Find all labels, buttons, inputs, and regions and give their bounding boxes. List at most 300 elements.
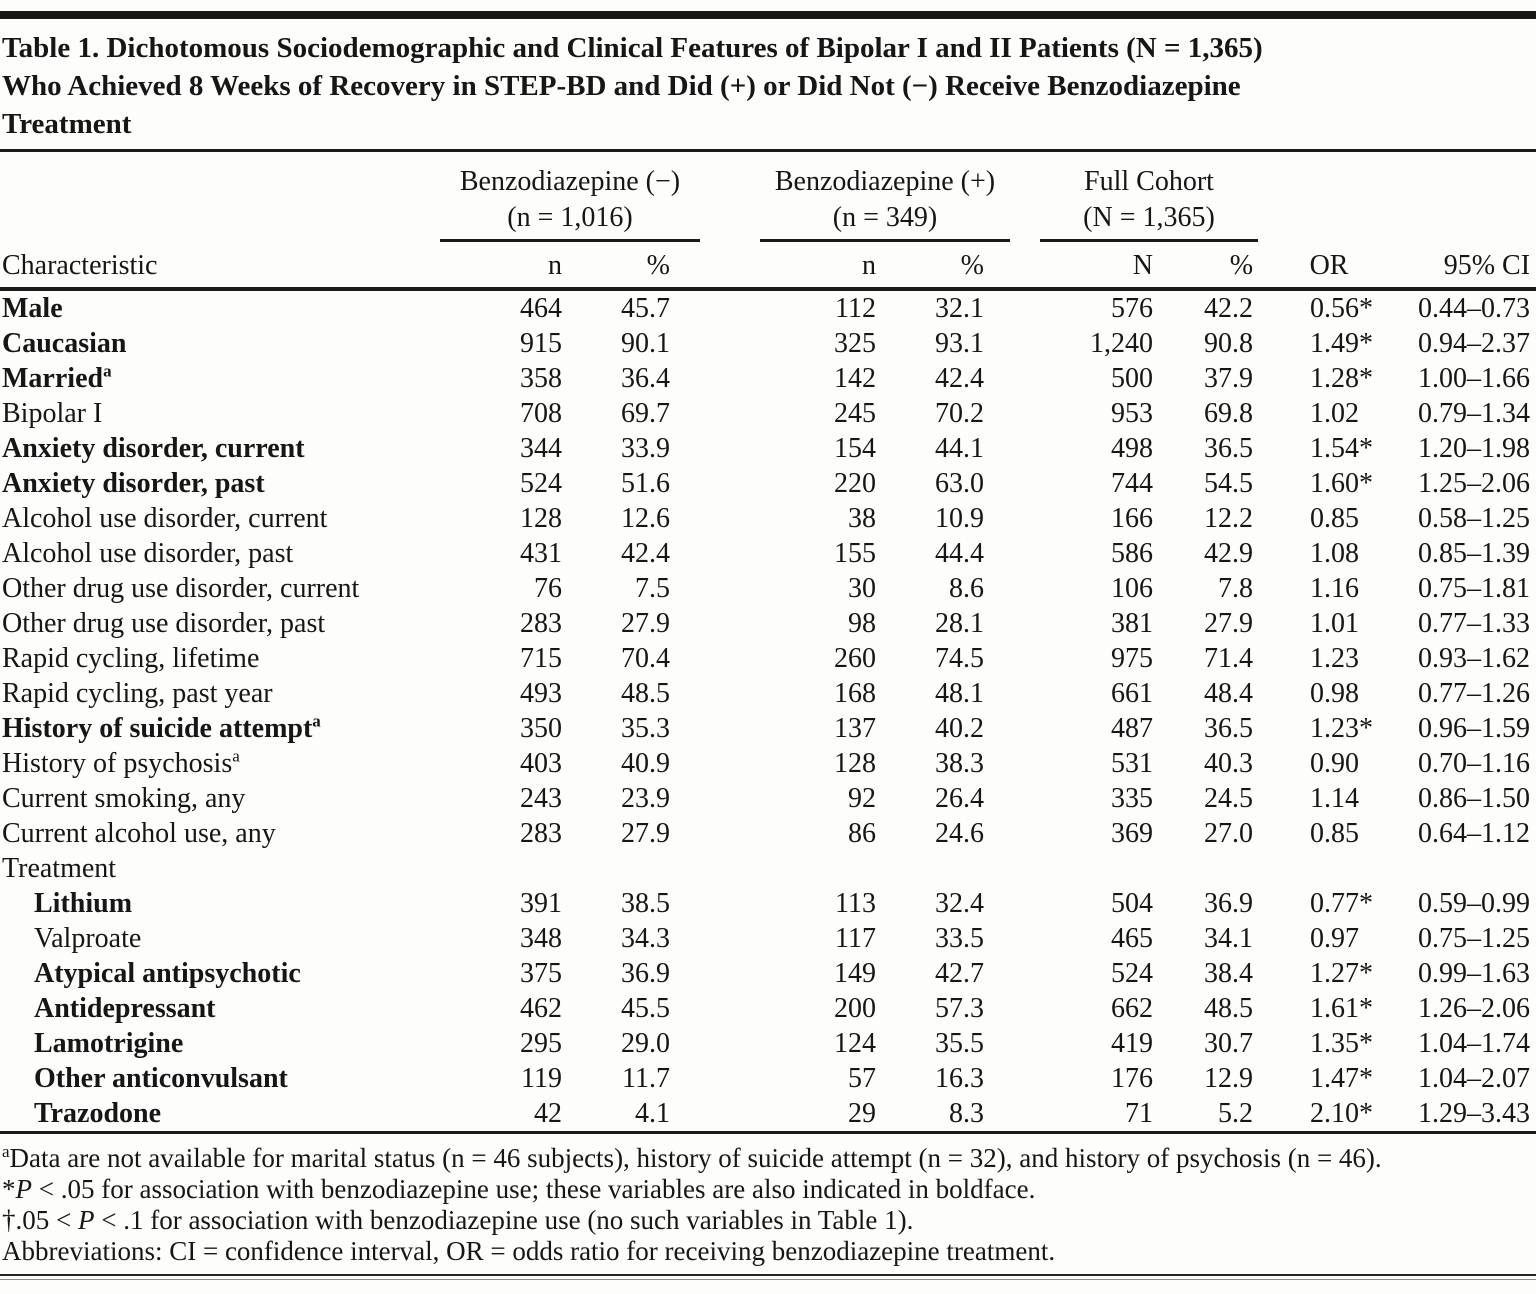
- cell-value: 166: [1111, 502, 1153, 534]
- cell-value: 1,240: [1090, 327, 1153, 359]
- table-row: [0, 606, 1536, 641]
- column-gap: [700, 361, 760, 396]
- cell-value: 0.85: [1310, 502, 1360, 534]
- cell-value: 149: [834, 957, 876, 989]
- table-row: [0, 921, 1536, 956]
- column-gap: [700, 641, 760, 676]
- cell-value: 260: [834, 642, 876, 674]
- cell-value: 32.1: [935, 292, 984, 324]
- row-label: Alcohol use disorder, current: [2, 502, 328, 534]
- column-gap: [700, 781, 760, 816]
- column-gap: [1010, 326, 1040, 361]
- column-gap: [700, 396, 760, 431]
- cell-value: 112: [835, 292, 876, 324]
- table-row: [0, 641, 1536, 676]
- cell-value: 283: [520, 607, 562, 639]
- cell-value: 40.9: [621, 747, 670, 779]
- row-label: Anxiety disorder, past: [2, 467, 265, 499]
- cell-value: 35.5: [935, 1027, 984, 1059]
- cell-value: 27.9: [621, 817, 670, 849]
- column-gap: [1010, 991, 1040, 1026]
- table-row: [0, 1061, 1536, 1096]
- column-gap: [700, 1061, 760, 1096]
- cell-value: 0.79–1.34: [1418, 397, 1531, 429]
- row-label: History of psychosis$^a$: [2, 746, 240, 779]
- cell-value: [570, 851, 700, 886]
- cell-value: 51.6: [621, 467, 670, 499]
- cell-value: 24.5: [1204, 782, 1254, 814]
- column-gap: [1010, 851, 1040, 886]
- table-title-line: Who Achieved 8 Weeks of Recovery in STEP-BD and Did (+) or Did Not (−) Receive Benzodiazepine: [2, 70, 1241, 102]
- header-spacer: [1010, 198, 1040, 241]
- cell-value: 44.1: [935, 432, 984, 464]
- row-label: Bipolar I: [2, 397, 103, 429]
- header-spacer: [1010, 151, 1040, 199]
- table-row: [0, 571, 1536, 606]
- cell-value: 431: [520, 537, 562, 569]
- column-gap: [700, 289, 760, 326]
- table-row: [0, 886, 1536, 921]
- cell-value: 34.3: [621, 922, 670, 954]
- row-label: Anxiety disorder, current: [2, 432, 305, 464]
- column-gap: [700, 886, 760, 921]
- cell-value: 44.4: [935, 537, 984, 569]
- footnote-line: Abbreviations: CI = confidence interval, OR = odds ratio for receiving benzodiazepine treatment.: [2, 1236, 1056, 1266]
- header-spacer: [700, 151, 760, 199]
- group-n-benzo-minus: (n = 1,016): [440, 198, 700, 241]
- cell-value: 26.4: [935, 782, 984, 814]
- cell-value: 4.1: [570, 1096, 700, 1133]
- cell-value: 45.7: [621, 292, 670, 324]
- column-gap: [700, 816, 760, 851]
- cell-value: 744: [1111, 467, 1153, 499]
- cell-value: 0.59–0.99: [1418, 887, 1531, 919]
- cell-value: 493: [520, 677, 562, 709]
- cell-value: 0.85: [1310, 817, 1360, 849]
- cell-value: 0.98: [1310, 677, 1360, 709]
- row-label: Antidepressant: [34, 992, 216, 1024]
- column-header-or: OR: [1258, 241, 1400, 290]
- cell-value: 128: [520, 502, 562, 534]
- footnote-line: *P < .05 for association with benzodiazepine use; these variables are also indicated in boldface.: [2, 1174, 1036, 1204]
- cell-value: 42.9: [1204, 537, 1254, 569]
- column-gap: [1010, 956, 1040, 991]
- cell-value: 403: [520, 747, 562, 779]
- cell-value: 32.4: [935, 887, 984, 919]
- cell-value: 531: [1111, 747, 1153, 779]
- cell-value: 98: [848, 607, 876, 639]
- cell-value: 27.0: [1204, 817, 1254, 849]
- group-subheader-row: [0, 198, 1536, 241]
- table-row: [0, 466, 1536, 501]
- cell-value: 124: [834, 1027, 876, 1059]
- cell-value: [440, 851, 570, 886]
- cell-value: 0.58–1.25: [1418, 502, 1531, 534]
- cell-value: 35.3: [621, 712, 670, 744]
- cell-value: 154: [834, 432, 876, 464]
- table-title: [2, 29, 1536, 143]
- cell-value: 86: [848, 817, 876, 849]
- row-label: Trazodone: [0, 1096, 440, 1133]
- footnote-marker: a: [103, 361, 112, 381]
- cell-value: 30: [848, 572, 876, 604]
- data-table: [0, 149, 1536, 1134]
- cell-value: [1158, 851, 1258, 886]
- cell-value: 498: [1111, 432, 1153, 464]
- cell-value: 0.85–1.39: [1418, 537, 1531, 569]
- row-label: Rapid cycling, past year: [2, 677, 273, 709]
- column-gap: [700, 326, 760, 361]
- cell-value: 0.44–0.73: [1418, 292, 1531, 324]
- cell-value: 27.9: [1204, 607, 1254, 639]
- cell-value: 1.61*: [1310, 992, 1374, 1024]
- footnote-line: $^a$Data are not available for marital status (n = 46 subjects), history of suicide attempt (n = 32), and history of psychosis (n = 46).: [2, 1142, 1382, 1173]
- cell-value: 12.6: [621, 502, 670, 534]
- group-header-full-cohort: Full Cohort: [1084, 166, 1214, 197]
- table-row: [0, 431, 1536, 466]
- cell-value: 369: [1111, 817, 1153, 849]
- column-gap: [700, 711, 760, 746]
- cell-value: 0.70–1.16: [1418, 747, 1531, 779]
- cell-value: 465: [1111, 922, 1153, 954]
- table-row: [0, 361, 1536, 396]
- cell-value: 70.4: [621, 642, 670, 674]
- cell-value: 1.04–1.74: [1418, 1027, 1531, 1059]
- cell-value: 142: [834, 362, 876, 394]
- cell-value: 0.56*: [1310, 292, 1374, 324]
- column-gap: [1010, 606, 1040, 641]
- cell-value: [760, 851, 882, 886]
- cell-value: 168: [834, 677, 876, 709]
- cell-value: 11.7: [622, 1062, 670, 1094]
- bottom-rule: [0, 1274, 1536, 1276]
- cell-value: 113: [835, 887, 876, 919]
- row-label: Atypical antipsychotic: [34, 957, 301, 989]
- cell-value: 1.23*: [1310, 712, 1374, 744]
- cell-value: 243: [520, 782, 562, 814]
- column-gap: [1010, 571, 1040, 606]
- table-row: [0, 676, 1536, 711]
- column-gap: [700, 851, 760, 886]
- row-label: Male: [2, 292, 63, 324]
- cell-value: 176: [1111, 1062, 1153, 1094]
- cell-value: 69.8: [1204, 397, 1254, 429]
- cell-value: 24.6: [935, 817, 984, 849]
- column-gap: [700, 676, 760, 711]
- cell-value: 42.4: [935, 362, 984, 394]
- cell-value: [1400, 851, 1536, 886]
- cell-value: 38.4: [1204, 957, 1254, 989]
- column-gap: [1010, 431, 1040, 466]
- column-gap: [700, 571, 760, 606]
- group-header-benzo-minus: Benzodiazepine (−): [459, 166, 681, 197]
- column-gap: [1010, 466, 1040, 501]
- cell-value: 715: [520, 642, 562, 674]
- cell-value: 36.9: [1204, 887, 1254, 919]
- group-header-row: [0, 151, 1536, 199]
- column-header-percent: %: [882, 241, 1010, 290]
- cell-value: 375: [520, 957, 562, 989]
- table-row: [0, 289, 1536, 326]
- cell-value: 0.96–1.59: [1418, 712, 1531, 744]
- column-gap: [1010, 641, 1040, 676]
- column-gap: [1010, 676, 1040, 711]
- table-row: [0, 956, 1536, 991]
- cell-value: 36.9: [621, 957, 670, 989]
- cell-value: 350: [520, 712, 562, 744]
- header-spacer: [700, 241, 760, 290]
- cell-value: 283: [520, 817, 562, 849]
- group-n-full-cohort: (N = 1,365): [1040, 198, 1258, 241]
- row-label: Current alcohol use, any: [2, 817, 276, 849]
- cell-value: 708: [520, 397, 562, 429]
- cell-value: 391: [520, 887, 562, 919]
- cell-value: 953: [1111, 397, 1153, 429]
- cell-value: 48.5: [621, 677, 670, 709]
- cell-value: 975: [1111, 642, 1153, 674]
- cell-value: 335: [1111, 782, 1153, 814]
- column-gap: [1010, 289, 1040, 326]
- cell-value: 381: [1111, 607, 1153, 639]
- cell-value: 500: [1111, 362, 1153, 394]
- cell-value: 419: [1111, 1027, 1153, 1059]
- cell-value: 295: [520, 1027, 562, 1059]
- column-gap: [1010, 781, 1040, 816]
- table-row: [0, 851, 1536, 886]
- table-title-line: Table 1. Dichotomous Sociodemographic and Clinical Features of Bipolar I and II Patients (N = 1,365): [2, 32, 1263, 64]
- table-row: [0, 396, 1536, 431]
- row-label: Valproate: [34, 922, 142, 954]
- column-gap: [700, 466, 760, 501]
- cell-value: 1.04–2.07: [1418, 1062, 1531, 1094]
- cell-value: 36.5: [1204, 432, 1254, 464]
- table-row: [0, 781, 1536, 816]
- cell-value: [882, 851, 1010, 886]
- cell-value: 0.97: [1310, 922, 1360, 954]
- cell-value: 76: [534, 572, 562, 604]
- table-row: [0, 1026, 1536, 1061]
- cell-value: 586: [1111, 537, 1153, 569]
- column-gap: [700, 1096, 760, 1133]
- row-label: Current smoking, any: [2, 782, 246, 814]
- column-gap: [700, 956, 760, 991]
- column-gap: [1010, 886, 1040, 921]
- cell-value: 48.4: [1204, 677, 1254, 709]
- column-gap: [700, 606, 760, 641]
- cell-value: 71.4: [1204, 642, 1254, 674]
- column-header-n: n: [440, 241, 570, 290]
- column-header-characteristic: Characteristic: [0, 241, 440, 290]
- table-row: [0, 1096, 1536, 1133]
- bottom-rule-shadow: [0, 1279, 1536, 1280]
- column-gap: [1010, 501, 1040, 536]
- cell-value: 23.9: [621, 782, 670, 814]
- row-label: History of suicide attempt$^a$: [2, 711, 321, 744]
- header-spacer: [0, 198, 440, 241]
- cell-value: 8.6: [949, 572, 984, 604]
- column-gap: [700, 536, 760, 571]
- cell-value: 0.64–1.12: [1418, 817, 1531, 849]
- group-n-benzo-plus: (n = 349): [760, 198, 1010, 241]
- cell-value: 0.75–1.25: [1418, 922, 1531, 954]
- cell-value: 1.60*: [1310, 467, 1374, 499]
- cell-value: 28.1: [935, 607, 984, 639]
- cell-value: 344: [520, 432, 562, 464]
- cell-value: 1.54*: [1310, 432, 1374, 464]
- cell-value: 33.5: [935, 922, 984, 954]
- cell-value: 1.47*: [1310, 1062, 1374, 1094]
- cell-value: 1.20–1.98: [1418, 432, 1531, 464]
- column-gap: [700, 431, 760, 466]
- cell-value: 40.2: [935, 712, 984, 744]
- row-label: Lithium: [34, 887, 133, 919]
- cell-value: 137: [834, 712, 876, 744]
- cell-value: 915: [520, 327, 562, 359]
- cell-value: 487: [1111, 712, 1153, 744]
- cell-value: 37.9: [1204, 362, 1254, 394]
- cell-value: 38.5: [621, 887, 670, 919]
- row-label: Other drug use disorder, past: [2, 607, 326, 639]
- cell-value: 245: [834, 397, 876, 429]
- cell-value: 38.3: [935, 747, 984, 779]
- cell-value: 1.02: [1310, 397, 1360, 429]
- cell-value: [1040, 851, 1158, 886]
- cell-value: 661: [1111, 677, 1153, 709]
- cell-value: 119: [521, 1062, 562, 1094]
- cell-value: 2.10*: [1258, 1096, 1400, 1133]
- cell-value: 29: [760, 1096, 882, 1133]
- cell-value: 38: [848, 502, 876, 534]
- footnote-marker: a: [312, 711, 321, 731]
- cell-value: 1.29–3.43: [1400, 1096, 1536, 1133]
- cell-value: 45.5: [621, 992, 670, 1024]
- column-gap: [1010, 711, 1040, 746]
- cell-value: 348: [520, 922, 562, 954]
- column-gap: [1010, 1061, 1040, 1096]
- table-row: [0, 711, 1536, 746]
- table-row: [0, 536, 1536, 571]
- column-header-ci: 95% CI: [1400, 241, 1536, 290]
- cell-value: 106: [1111, 572, 1153, 604]
- group-header-benzo-plus: Benzodiazepine (+): [774, 166, 996, 197]
- cell-value: 462: [520, 992, 562, 1024]
- cell-value: 48.1: [935, 677, 984, 709]
- cell-value: 0.99–1.63: [1418, 957, 1531, 989]
- cell-value: 29.0: [621, 1027, 670, 1059]
- cell-value: 34.1: [1204, 922, 1254, 954]
- column-gap: [700, 746, 760, 781]
- cell-value: 12.2: [1204, 502, 1254, 534]
- column-gap: [1010, 361, 1040, 396]
- table-row: [0, 501, 1536, 536]
- cell-value: 1.16: [1310, 572, 1360, 604]
- cell-value: 524: [1111, 957, 1153, 989]
- column-gap: [1010, 1096, 1040, 1133]
- table-row: [0, 746, 1536, 781]
- cell-value: 1.35*: [1310, 1027, 1374, 1059]
- cell-value: 33.9: [621, 432, 670, 464]
- row-label: Lamotrigine: [34, 1027, 184, 1059]
- cell-value: 1.00–1.66: [1418, 362, 1531, 394]
- table-header: [0, 151, 1536, 290]
- cell-value: 57.3: [935, 992, 984, 1024]
- cell-value: 42.4: [621, 537, 670, 569]
- header-spacer: [1258, 198, 1400, 241]
- cell-value: 0.77–1.33: [1418, 607, 1531, 639]
- table-title-line: Treatment: [2, 108, 132, 140]
- column-gap: [1010, 396, 1040, 431]
- cell-value: 57: [848, 1062, 876, 1094]
- cell-value: 42.7: [935, 957, 984, 989]
- column-gap: [1010, 536, 1040, 571]
- column-gap: [1010, 816, 1040, 851]
- column-header-percent: %: [1158, 241, 1258, 290]
- cell-value: 0.77*: [1310, 887, 1374, 919]
- column-gap: [1010, 746, 1040, 781]
- cell-value: 1.26–2.06: [1418, 992, 1531, 1024]
- column-header-N: N: [1040, 241, 1158, 290]
- cell-value: 71: [1040, 1096, 1158, 1133]
- footnotes: [2, 1143, 1536, 1267]
- cell-value: 1.08: [1310, 537, 1360, 569]
- column-header-row: [0, 241, 1536, 290]
- cell-value: [1258, 851, 1400, 886]
- table-body: [0, 289, 1536, 1133]
- cell-value: 0.94–2.37: [1418, 327, 1531, 359]
- cell-value: 74.5: [935, 642, 984, 674]
- cell-value: 0.75–1.81: [1418, 572, 1531, 604]
- cell-value: 5.2: [1158, 1096, 1258, 1133]
- row-label: Alcohol use disorder, past: [2, 537, 294, 569]
- footnote-marker: a: [232, 746, 240, 766]
- header-spacer: [0, 151, 440, 199]
- cell-value: 0.77–1.26: [1418, 677, 1531, 709]
- footnote-line: †.05 < P < .1 for association with benzodiazepine use (no such variables in Table 1).: [2, 1205, 914, 1235]
- header-spacer: [700, 198, 760, 241]
- top-rule: [0, 11, 1536, 19]
- cell-value: 7.8: [1218, 572, 1254, 604]
- cell-value: 42.2: [1204, 292, 1254, 324]
- cell-value: 27.9: [621, 607, 670, 639]
- header-spacer: [1010, 241, 1040, 290]
- cell-value: 464: [520, 292, 562, 324]
- cell-value: 93.1: [935, 327, 984, 359]
- cell-value: 63.0: [935, 467, 984, 499]
- cell-value: 16.3: [935, 1062, 984, 1094]
- cell-value: 504: [1111, 887, 1153, 919]
- cell-value: 576: [1111, 292, 1153, 324]
- cell-value: 1.28*: [1310, 362, 1374, 394]
- cell-value: 1.23: [1310, 642, 1360, 674]
- column-gap: [700, 921, 760, 956]
- cell-value: 40.3: [1204, 747, 1254, 779]
- cell-value: 1.25–2.06: [1418, 467, 1531, 499]
- cell-value: 117: [835, 922, 876, 954]
- column-gap: [1010, 921, 1040, 956]
- column-gap: [1010, 1026, 1040, 1061]
- cell-value: 36.4: [621, 362, 670, 394]
- cell-value: 54.5: [1204, 467, 1254, 499]
- cell-value: 12.9: [1204, 1062, 1254, 1094]
- header-spacer: [1258, 151, 1400, 199]
- column-gap: [700, 1026, 760, 1061]
- cell-value: 90.1: [621, 327, 670, 359]
- cell-value: 10.9: [935, 502, 984, 534]
- header-spacer: [1400, 198, 1536, 241]
- column-gap: [700, 991, 760, 1026]
- cell-value: 69.7: [621, 397, 670, 429]
- cell-value: 155: [834, 537, 876, 569]
